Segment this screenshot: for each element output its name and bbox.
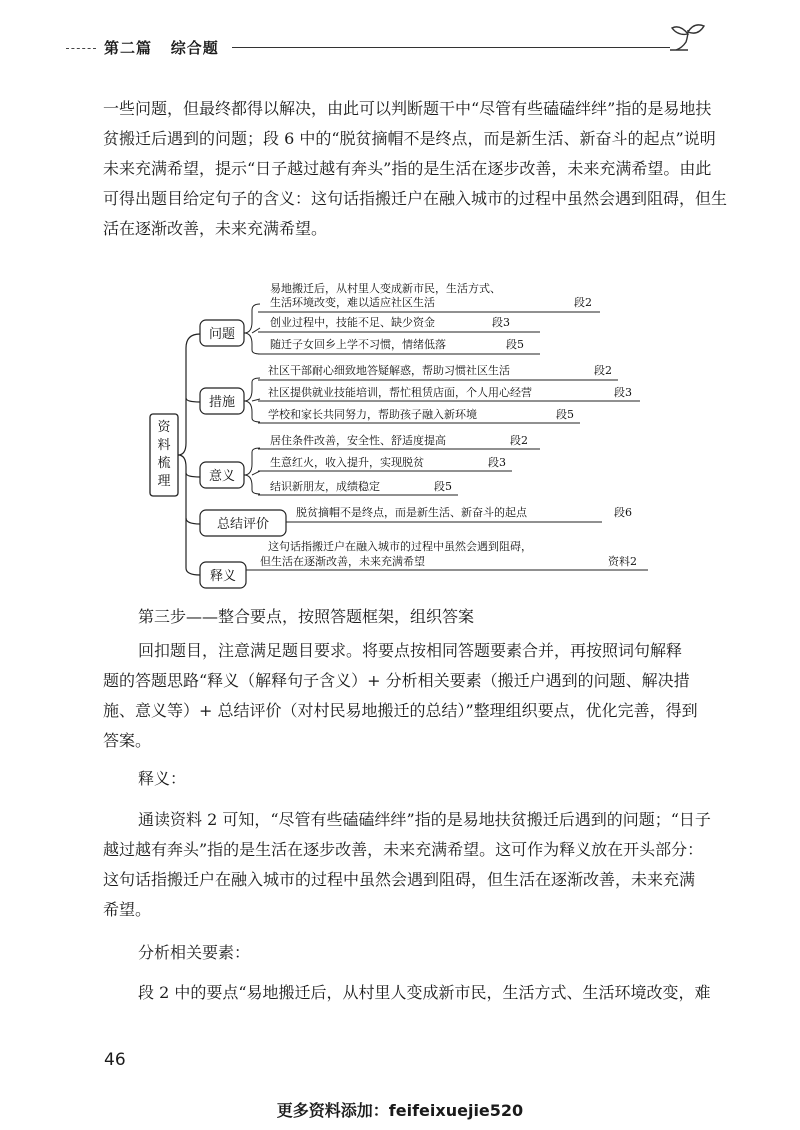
header-rule bbox=[232, 47, 670, 48]
paragraph-step3 bbox=[138, 636, 706, 666]
item-ref: 段3 bbox=[488, 456, 506, 469]
text-line: 题的答题思路“释义（解释句子含义）+ 分析相关要素（搬迁户遇到的问题、解决措 bbox=[103, 671, 690, 690]
branch-label-evaluation: 总结评价 bbox=[216, 517, 270, 532]
text-line: 施、意义等）+ 总结评价（对村民易地搬迁的总结）”整理组织要点，优化完善，得到 bbox=[103, 701, 698, 720]
item-ref: 段6 bbox=[614, 506, 632, 519]
mindmap-root-char: 理 bbox=[157, 474, 171, 489]
step3-heading: 第三步——整合要点，按照答题框架，组织答案 bbox=[138, 607, 475, 626]
text-line: 通读资料 2 可知，“尽管有些磕磕绊绊”指的是易地扶贫搬迁后遇到的问题；“日子 bbox=[138, 810, 711, 829]
item-ref: 段2 bbox=[510, 434, 528, 447]
mindmap-root-char: 梳 bbox=[157, 456, 171, 471]
text-line: 未来充满希望，提示“日子越过越有奔头”指的是生活在逐步改善，未来充满希望。由此 bbox=[103, 159, 712, 178]
header-dashes bbox=[66, 48, 96, 49]
material-mindmap bbox=[140, 278, 660, 590]
text-line: 回扣题目，注意满足题目要求。将要点按相同答题要素合并，再按照词句解释 bbox=[138, 641, 683, 660]
item-ref: 段2 bbox=[574, 296, 592, 309]
item-text: 社区干部耐心细致地答疑解惑，帮助习惯社区生活 bbox=[268, 364, 510, 377]
text-line: 活在逐渐改善，未来充满希望。 bbox=[103, 219, 328, 238]
header-topic: 综合题 bbox=[170, 39, 219, 57]
header-section: 第二篇 bbox=[104, 39, 153, 57]
item-text: 脱贫摘帽不是终点，而是新生活、新奋斗的起点 bbox=[296, 506, 527, 519]
item-ref: 段5 bbox=[434, 480, 452, 493]
paragraph-interpretation-cont bbox=[103, 835, 706, 925]
paragraph-analysis bbox=[138, 978, 711, 1008]
paragraph-step3-cont bbox=[103, 666, 706, 756]
running-header bbox=[104, 37, 219, 58]
text-line: 希望。 bbox=[103, 900, 152, 919]
item-text: 结识新朋友，成绩稳定 bbox=[270, 480, 380, 493]
text-line: 这句话指搬迁户在融入城市的过程中虽然会遇到阻碍，但生活在逐渐改善，未来充满 bbox=[103, 870, 696, 889]
item-ref: 段3 bbox=[492, 316, 510, 329]
item-text: 居住条件改善，安全性、舒适度提高 bbox=[270, 434, 446, 447]
paragraph-intro bbox=[103, 94, 728, 244]
paragraph-interpretation bbox=[138, 805, 711, 835]
item-ref: 资料2 bbox=[608, 555, 637, 568]
text-line: 越过越有奔头”指的是生活在逐步改善，未来充满希望。这可作为释义放在开头部分： bbox=[103, 840, 704, 859]
item-text: 易地搬迁后，从村里人变成新市民，生活方式、 bbox=[270, 282, 501, 295]
item-text: 创业过程中，技能不足、缺少资金 bbox=[270, 316, 435, 329]
text-line: 段 2 中的要点“易地搬迁后，从村里人变成新市民，生活方式、生活环境改变，难 bbox=[138, 983, 711, 1002]
item-text: 但生活在逐渐改善，未来充满希望 bbox=[260, 555, 425, 568]
item-ref: 段3 bbox=[614, 386, 632, 399]
item-text: 生活环境改变，难以适应社区生活 bbox=[270, 296, 435, 309]
text-line: 可得出题目给定句子的含义：这句话指搬迁户在融入城市的过程中虽然会遇到阻碍，但生 bbox=[103, 189, 728, 208]
label-interpretation: 释义： bbox=[138, 769, 187, 788]
mindmap-root-char: 料 bbox=[157, 438, 171, 453]
item-text: 学校和家长共同努力，帮助孩子融入新环境 bbox=[268, 408, 477, 421]
branch-label-problems: 问题 bbox=[208, 327, 236, 342]
mindmap-root-char: 资 bbox=[157, 420, 171, 435]
item-ref: 段5 bbox=[556, 408, 574, 421]
sprout-icon bbox=[668, 22, 708, 56]
item-text: 这句话指搬迁户在融入城市的过程中虽然会遇到阻碍， bbox=[268, 540, 532, 553]
text-line: 贫搬迁后遇到的问题；段 6 中的“脱贫摘帽不是终点，而是新生活、新奋斗的起点”说明 bbox=[103, 129, 716, 148]
branch-label-measures: 措施 bbox=[208, 395, 236, 410]
text-line: 一些问题，但最终都得以解决，由此可以判断题干中“尽管有些磕磕绊绊”指的是易地扶 bbox=[103, 99, 712, 118]
text-line: 答案。 bbox=[103, 731, 152, 750]
item-ref: 段5 bbox=[506, 338, 524, 351]
item-ref: 段2 bbox=[594, 364, 612, 377]
item-text: 生意红火，收入提升，实现脱贫 bbox=[270, 456, 424, 469]
branch-label-interpretation: 释义 bbox=[209, 569, 237, 584]
page-number: 46 bbox=[104, 1050, 126, 1070]
item-text: 随迁子女回乡上学不习惯，情绪低落 bbox=[270, 338, 446, 351]
label-analysis: 分析相关要素： bbox=[138, 943, 251, 962]
item-text: 社区提供就业技能培训，帮忙租赁店面，个人用心经营 bbox=[268, 386, 532, 399]
footer-note: 更多资料添加：feifeixuejie520 bbox=[276, 1101, 524, 1120]
branch-label-significance: 意义 bbox=[208, 469, 236, 484]
